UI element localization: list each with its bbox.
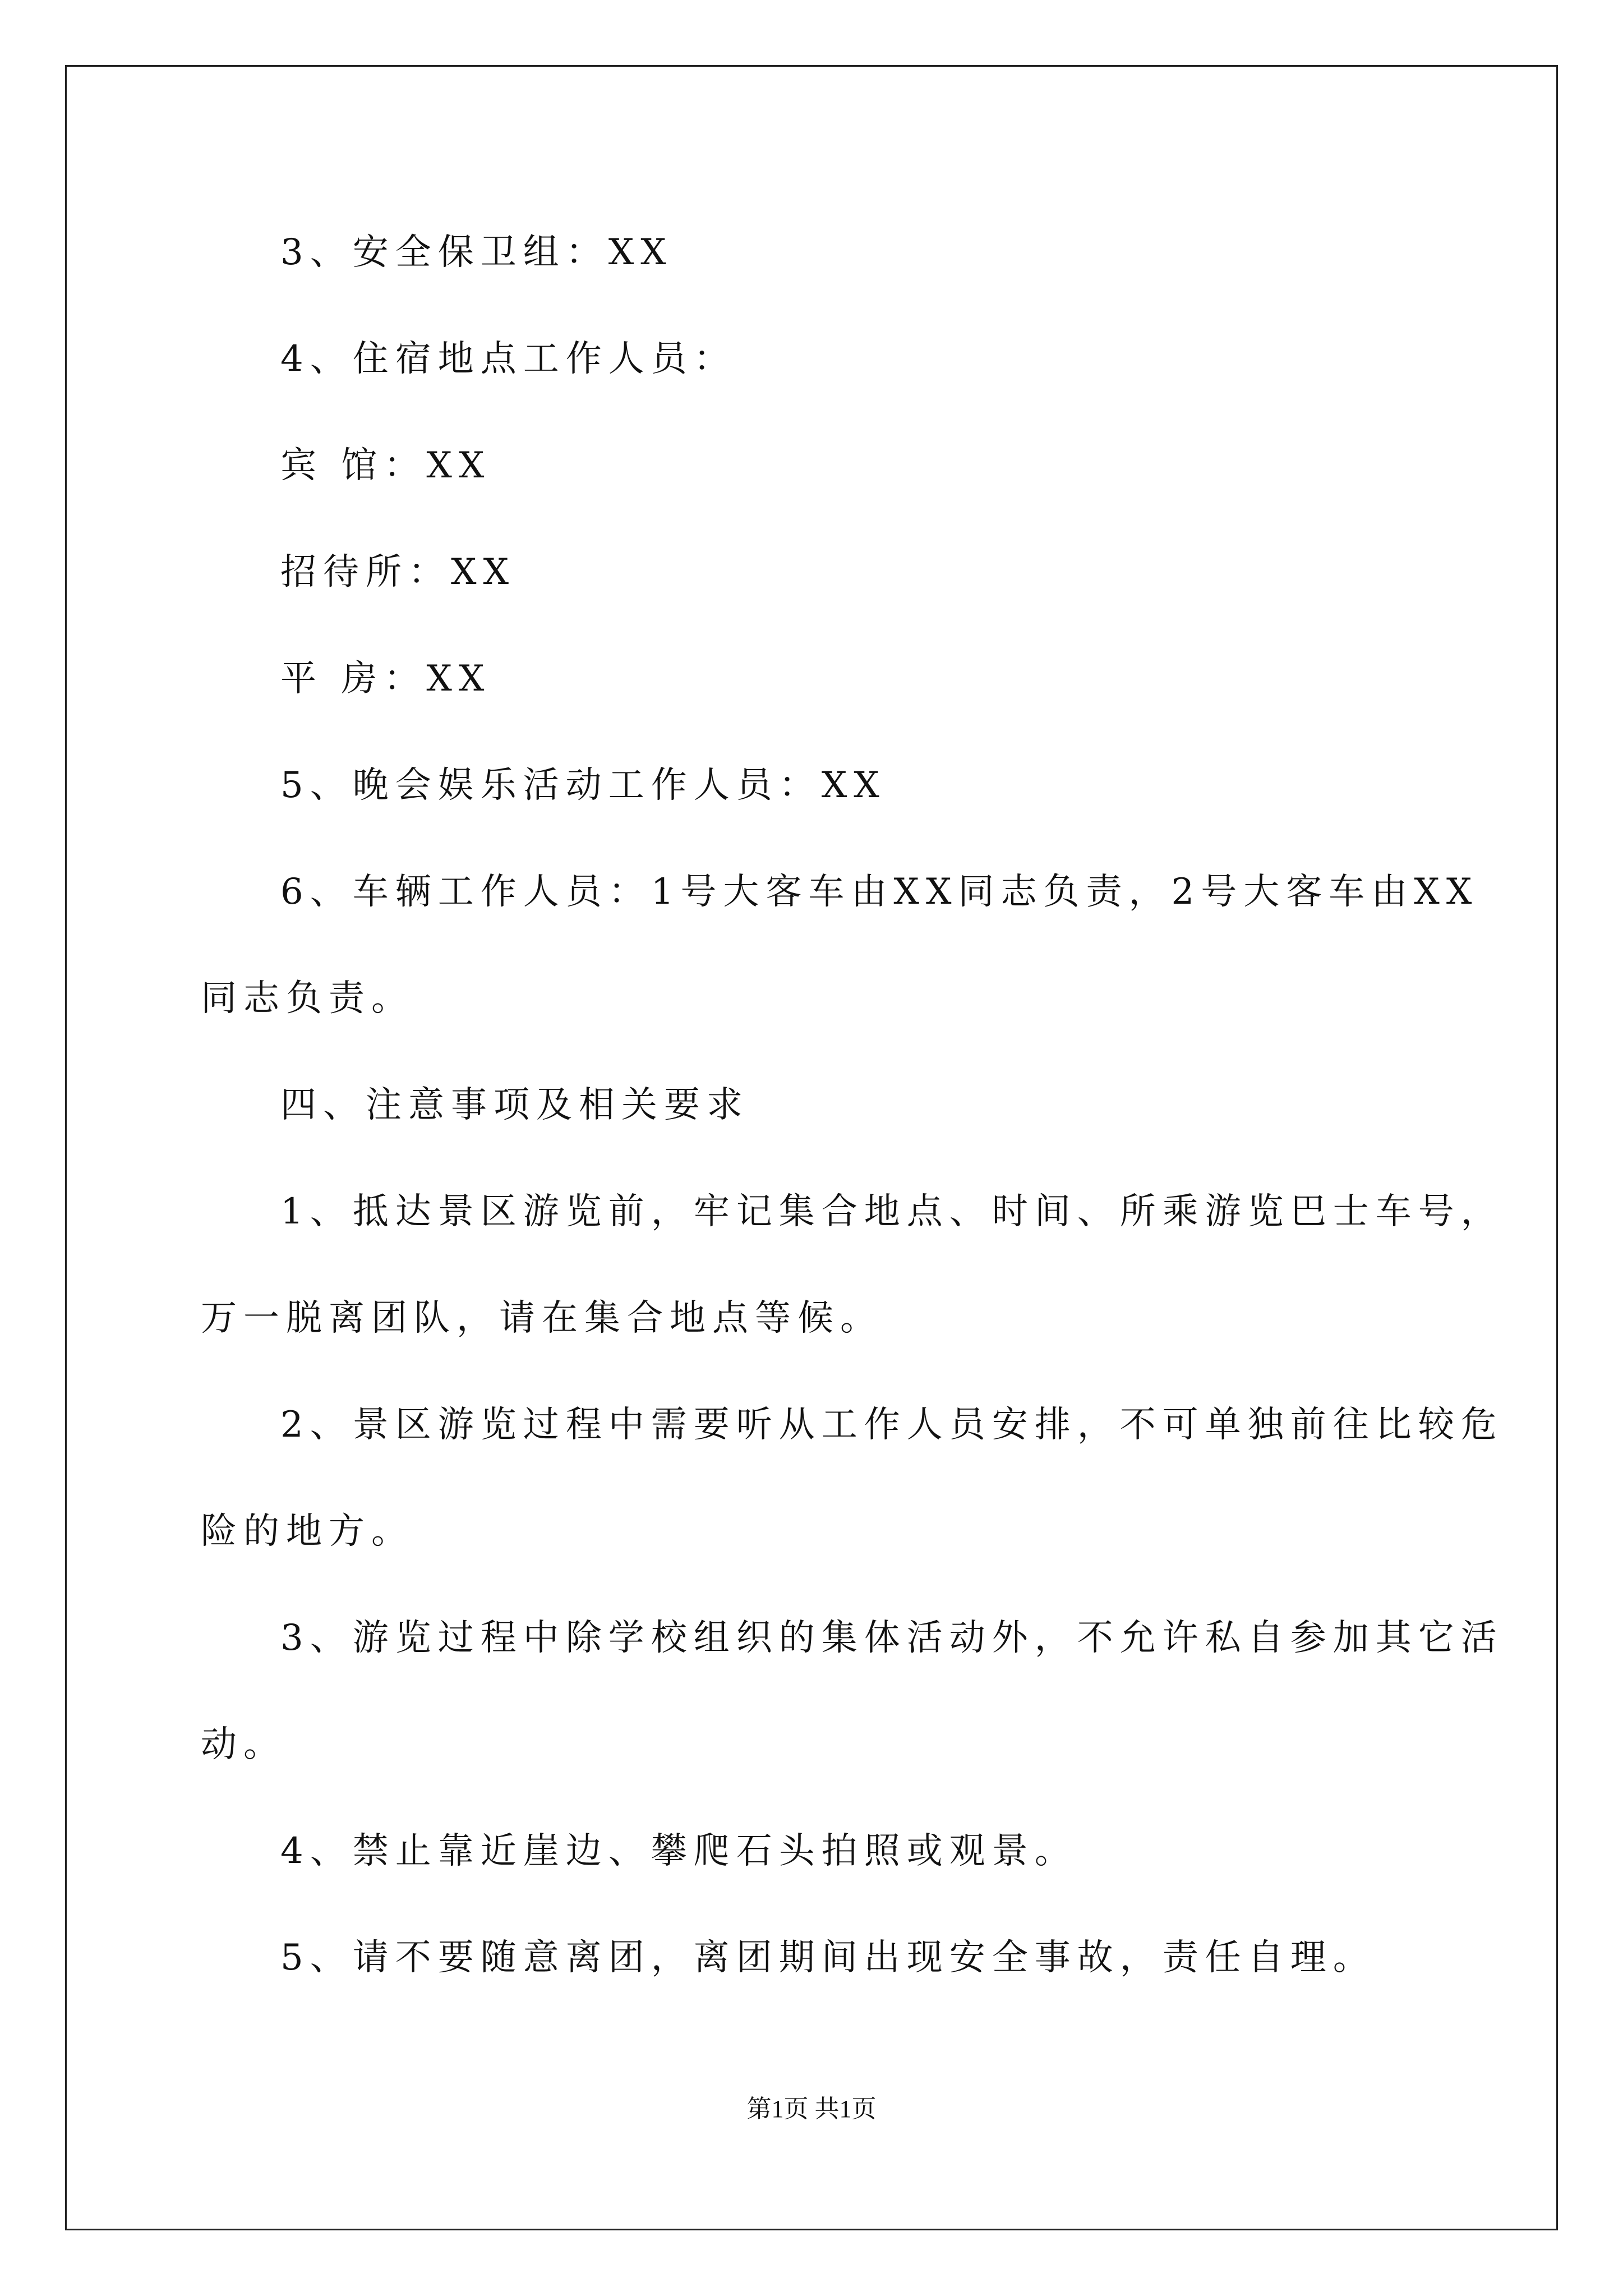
text-line: 动。	[201, 1724, 286, 1765]
text-line: 万一脱离团队，请在集合地点等候。	[201, 1297, 883, 1339]
text-line: 平 房：XX	[280, 658, 491, 700]
text-line: 招待所：XX	[280, 551, 516, 593]
text-line: 4、禁止靠近崖边、攀爬石头拍照或观景。	[280, 1830, 1077, 1872]
text-line: 6、车辆工作人员：1号大客车由XX同志负责，2号大客车由XX	[280, 871, 1479, 913]
text-line: 宾 馆：XX	[280, 445, 491, 486]
text-line: 5、晚会娱乐活动工作人员：XX	[280, 765, 886, 806]
text-line: 3、游览过程中除学校组织的集体活动外，不允许私自参加其它活	[280, 1617, 1504, 1659]
text-line: 2、景区游览过程中需要听从工作人员安排，不可单独前往比较危	[280, 1404, 1504, 1446]
text-line: 险的地方。	[201, 1511, 414, 1552]
text-line: 3、安全保卫组：XX	[280, 232, 673, 273]
text-line: 同志负责。	[201, 978, 414, 1019]
text-line: 1、抵达景区游览前，牢记集合地点、时间、所乘游览巴士车号，	[280, 1191, 1504, 1232]
section-heading: 四、注意事项及相关要求	[280, 1084, 749, 1126]
text-line: 4、住宿地点工作人员：	[280, 338, 736, 380]
text-line: 5、请不要随意离团，离团期间出现安全事故，责任自理。	[280, 1937, 1376, 1978]
page-border	[65, 65, 1558, 2230]
page-number-footer: 第1页 共1页	[746, 2095, 877, 2123]
